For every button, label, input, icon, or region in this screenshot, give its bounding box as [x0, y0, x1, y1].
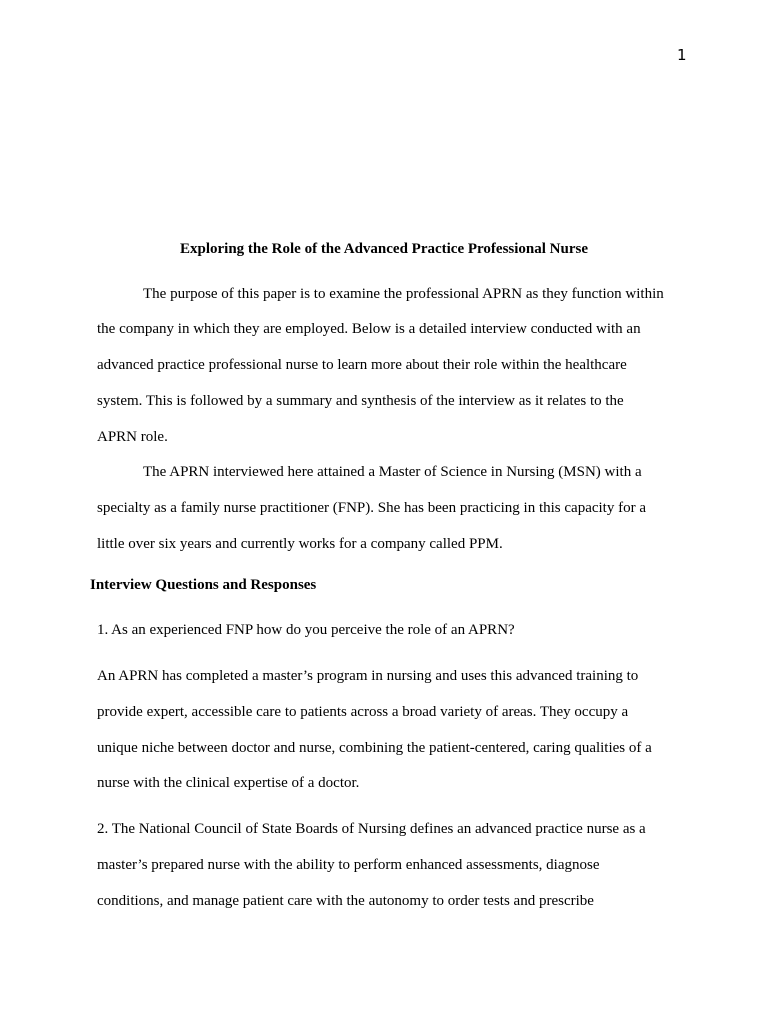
paragraph-line: The APRN interviewed here attained a Master of Science in Nursing (MSN) with a [143, 464, 642, 480]
question-1: 1. As an experienced FNP how do you perceive the role of an APRN? [97, 622, 515, 638]
paragraph-line: specialty as a family nurse practitioner (FNP). She has been practicing in this capacity for a [97, 500, 646, 516]
paragraph-line: 2. The National Council of State Boards of Nursing defines an advanced practice nurse as a [97, 821, 646, 837]
page-number: 1 [677, 46, 687, 64]
paragraph-line: system. This is followed by a summary and synthesis of the interview as it relates to the [97, 393, 624, 409]
paragraph-line: conditions, and manage patient care with the autonomy to order tests and prescribe [97, 893, 594, 909]
paragraph-line: provide expert, accessible care to patients across a broad variety of areas. They occupy a [97, 704, 629, 720]
paragraph-line: APRN role. [97, 429, 168, 445]
paragraph-line: the company in which they are employed. Below is a detailed interview conducted with an [97, 321, 641, 337]
paragraph-line: advanced practice professional nurse to learn more about their role within the healthcare [97, 357, 627, 373]
paragraph-line: An APRN has completed a master’s program in nursing and uses this advanced training to [97, 668, 639, 684]
document-title: Exploring the Role of the Advanced Practice Professional Nurse [179, 241, 588, 257]
paragraph-line: little over six years and currently works for a company called PPM. [97, 536, 503, 552]
paragraph-line: unique niche between doctor and nurse, combining the patient-centered, caring qualities of a [97, 740, 652, 756]
section-heading: Interview Questions and Responses [90, 577, 317, 593]
paragraph-line: The purpose of this paper is to examine the professional APRN as they function within [143, 286, 664, 302]
paragraph-line: nurse with the clinical expertise of a doctor. [97, 775, 360, 791]
paragraph-line: master’s prepared nurse with the ability to perform enhanced assessments, diagnose [97, 857, 600, 873]
